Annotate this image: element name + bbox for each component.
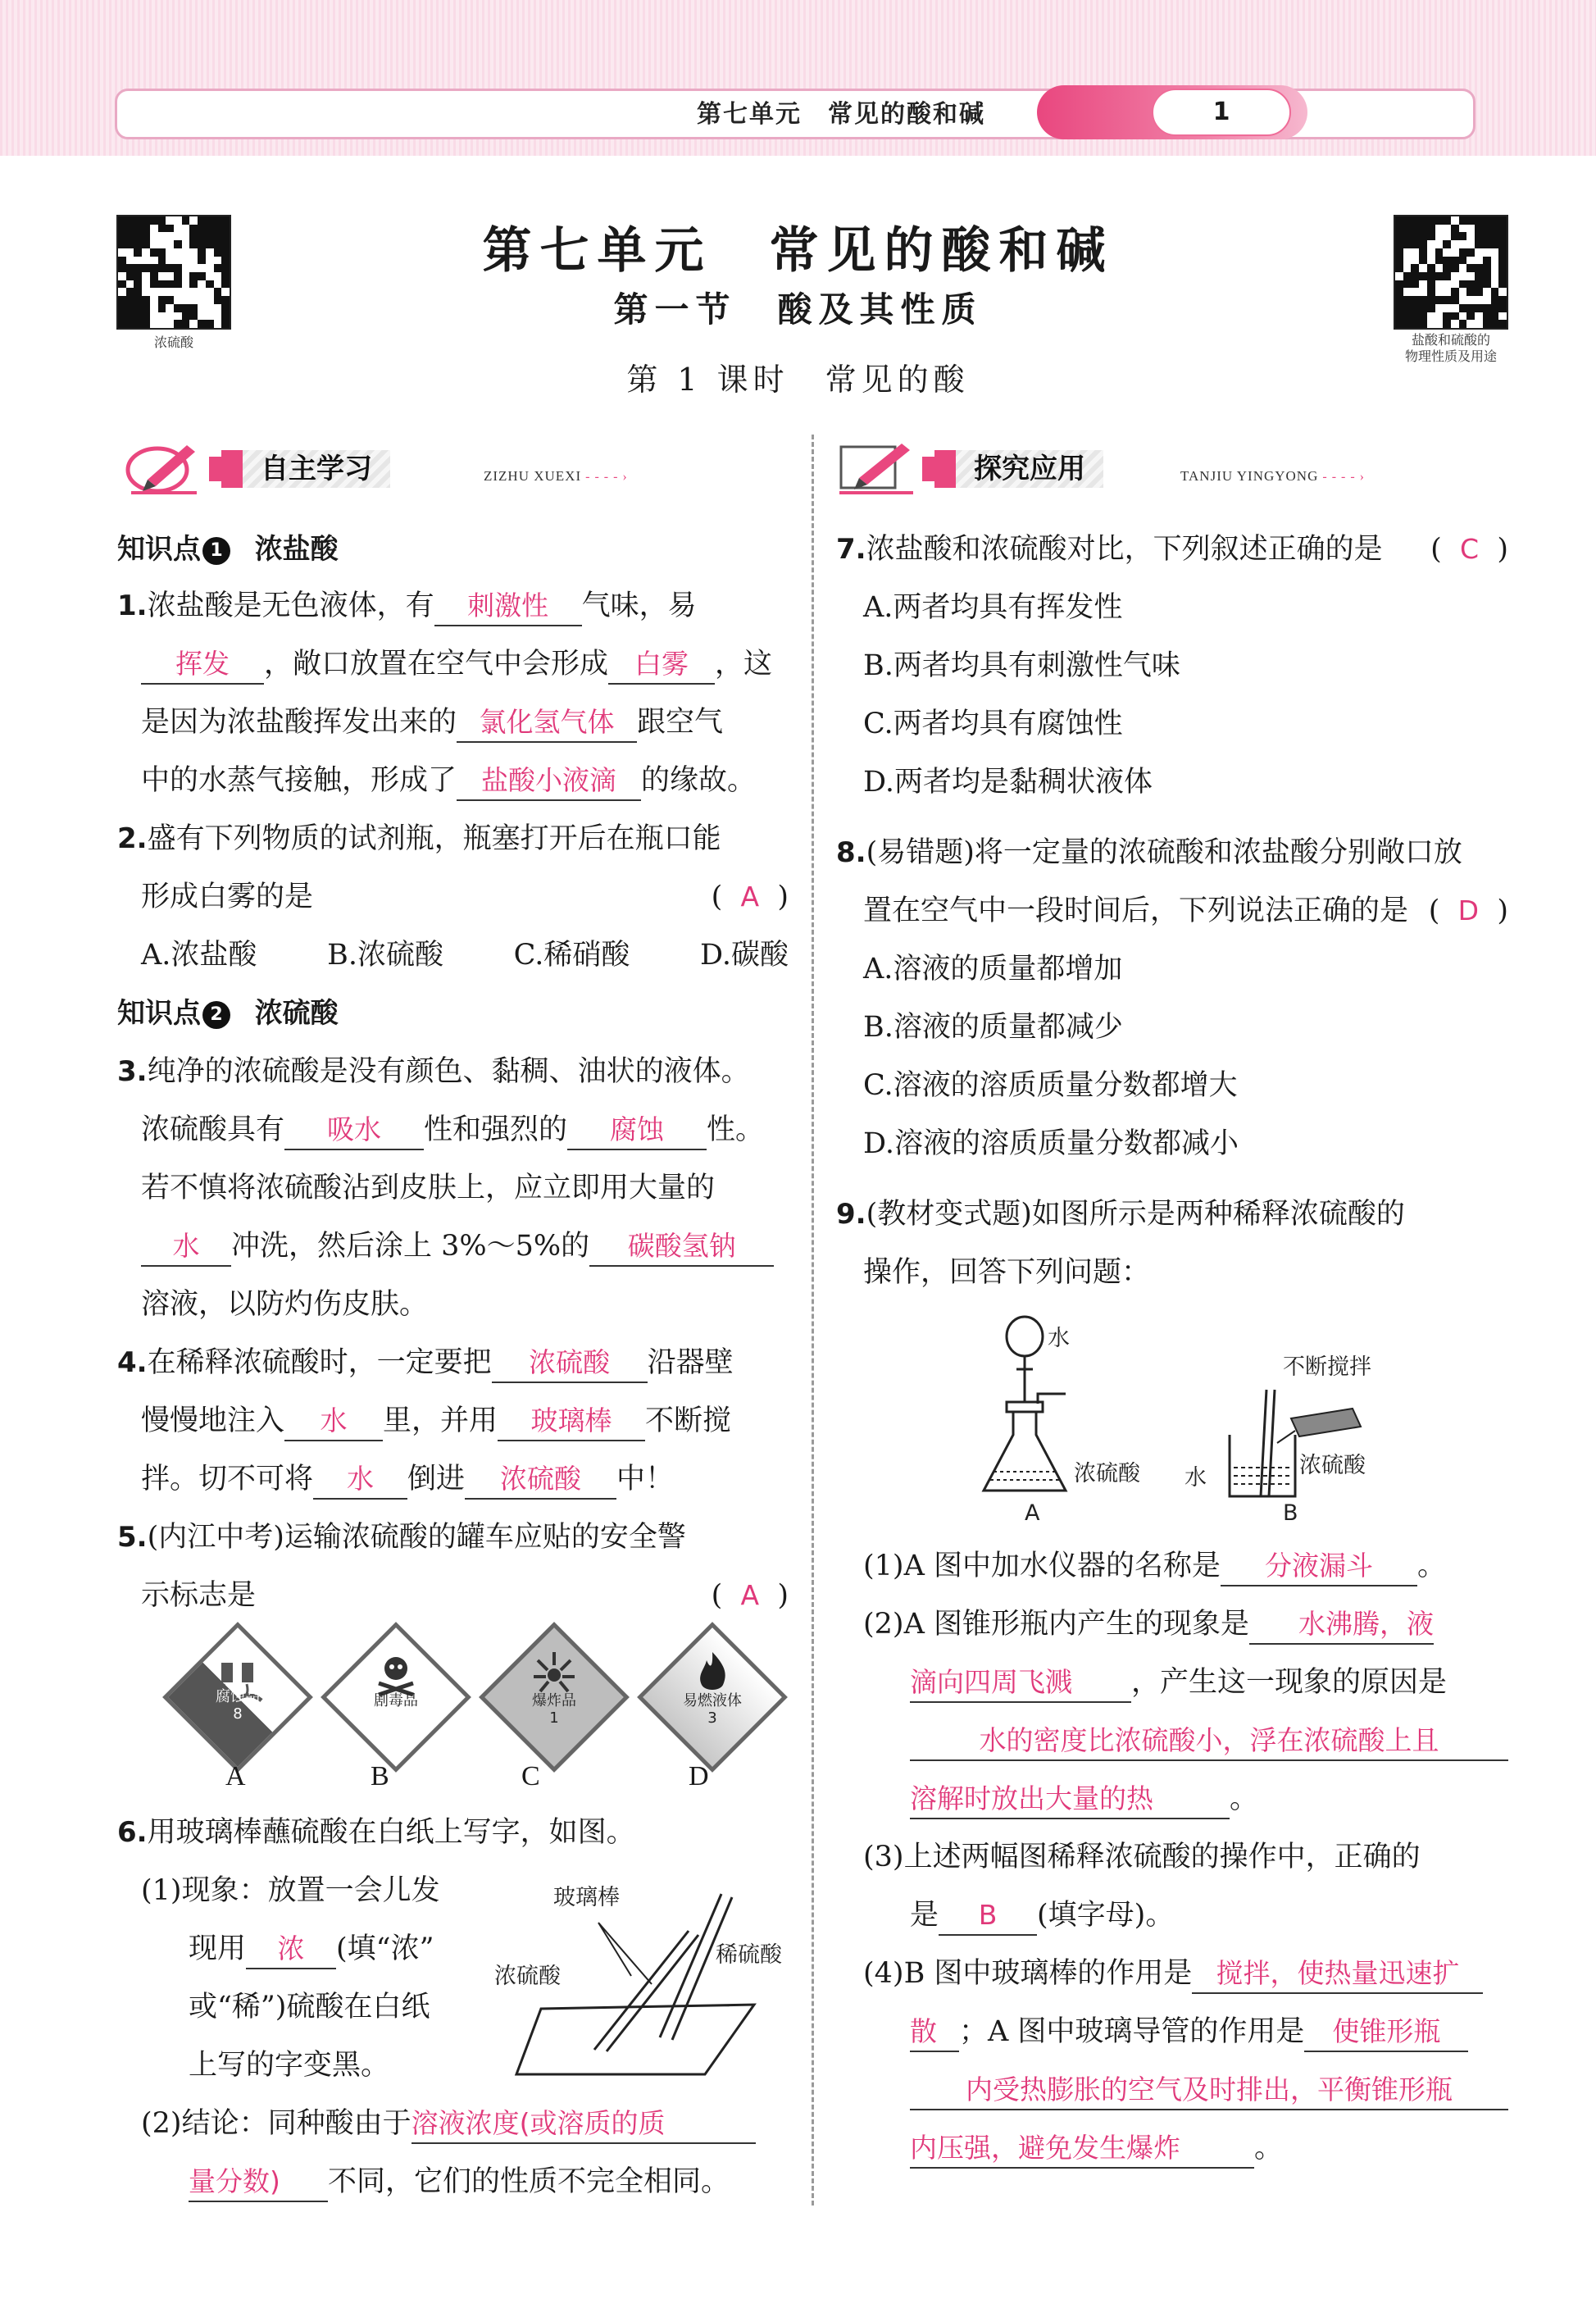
choice-answer: A [740, 1579, 760, 1611]
question-text: (4)B 图中玻璃棒的作用是 [863, 1957, 1193, 1990]
question-text: 性。 [707, 1113, 765, 1146]
answer-blank: 水 [141, 1227, 231, 1267]
question-text: 跟空气 [637, 706, 724, 739]
answer-blank: 浓 [246, 1930, 336, 1969]
answer-blank: B [939, 1896, 1037, 1936]
q4-line1 [117, 1342, 734, 1383]
q3-line3 [141, 1168, 715, 1209]
figure-label-water-b: 水 [1184, 1465, 1207, 1491]
question-number: 8. [836, 836, 866, 869]
question-text: 中的水蒸气接触，形成了 [141, 764, 457, 797]
question-number: 2. [117, 822, 148, 855]
question-text: (1)A 图中加水仪器的名称是 [863, 1550, 1221, 1582]
question-text: ，敞口放置在空气中会形成 [264, 648, 609, 681]
q9-line2: 操作，回答下列问题： [863, 1256, 1151, 1289]
answer-blank: 氯化氢气体 [457, 703, 637, 743]
banner-pinyin: TANJIU YINGYONG - - - - › [1180, 468, 1365, 485]
kp-prefix: 知识点 [117, 533, 201, 566]
question-text: ，产生这一现象的原因是 [1131, 1666, 1448, 1699]
q3-line5 [141, 1284, 428, 1325]
question-text: 倒进 [407, 1463, 466, 1495]
question-text: ；A 图中玻璃导管的作用是 [959, 2015, 1305, 2048]
option: C.溶液的溶质质量分数都增大 [863, 1069, 1238, 1102]
banner-label: 探究应用 [934, 450, 1103, 488]
question-text: 里，并用 [383, 1404, 498, 1437]
question-text: 。 [1416, 1550, 1446, 1582]
question-text: ，这 [715, 648, 773, 681]
q9-s4-line1 [863, 1953, 1483, 1994]
option: D.碳酸 [700, 939, 789, 972]
answer-blank: 散 [910, 2013, 959, 2052]
question-text: (填“浓” [336, 1932, 434, 1965]
sign-label: 爆炸品 [532, 1692, 576, 1709]
sign-number: 8 [233, 1705, 243, 1723]
question-text: 不同，它们的性质不完全相同。 [328, 2165, 730, 2198]
figure-label-water: 水 [1048, 1326, 1070, 1351]
answer-blank: 白雾 [608, 645, 715, 685]
question-text: 若不慎将浓硫酸沾到皮肤上，应立即用大量的 [141, 1172, 716, 1204]
kp-title: 浓盐酸 [254, 533, 339, 566]
answer-blank: 水 [284, 1402, 383, 1441]
answer-blank: 浓硫酸 [492, 1344, 648, 1383]
answer-paren: ( A ) [711, 1579, 789, 1612]
q6-p2-line2 [189, 2161, 730, 2202]
q9-s1 [863, 1545, 1446, 1586]
figure-label-conc-a: 浓硫酸 [1074, 1461, 1140, 1486]
q1-line1 [117, 585, 697, 626]
q9-s3-line2 [910, 1895, 1174, 1936]
question-text: 浓盐酸是无色液体，有 [147, 589, 434, 622]
question-text: 。 [1230, 1782, 1259, 1815]
q9-s3-line1: (3)上述两幅图稀释浓硫酸的操作中，正确的 [863, 1841, 1421, 1873]
question-number: 6. [117, 1816, 148, 1849]
question-text: 置在空气中一段时间后，下列说法正确的是 [863, 894, 1409, 927]
choice-answer: D [1457, 894, 1480, 926]
kp-badge: 1 [202, 537, 230, 565]
question-text: 浓盐酸和浓硫酸对比，下列叙述正确的是 [866, 533, 1383, 566]
question-text: 是因为浓盐酸挥发出来的 [141, 706, 457, 739]
question-text: 在稀释浓硫酸时，一定要把 [147, 1346, 492, 1379]
lesson-title: 第 1 课时 常见的酸 [626, 362, 970, 398]
q5-line1 [117, 1517, 686, 1558]
answer-blank: 内压强，避免发生爆炸 [910, 2129, 1254, 2169]
knowledge-point-2 [117, 993, 339, 1034]
option: B.两者均具有刺激性气味 [863, 649, 1180, 682]
question-text: 拌。切不可将 [141, 1463, 314, 1495]
sign-number: 1 [549, 1709, 559, 1727]
option: D.溶液的溶质质量分数都减小 [863, 1127, 1239, 1160]
question-number: 4. [117, 1346, 148, 1379]
q8-line1 [836, 832, 1462, 873]
sign-option-letter: C [521, 1761, 540, 1791]
question-text: 。 [1254, 2132, 1284, 2165]
question-text: 示标志是 [141, 1579, 257, 1612]
option: A.两者均具有挥发性 [863, 591, 1123, 624]
option: C.两者均具有腐蚀性 [863, 708, 1123, 740]
q4-line2 [141, 1400, 731, 1441]
pen-icon [123, 439, 205, 496]
question-text: 中！ [616, 1463, 675, 1495]
q6-p1-line1: (1)现象：放置一会儿发 [141, 1874, 440, 1907]
question-text: (易错题)将一定量的浓硫酸和浓盐酸分别敞口放 [866, 836, 1462, 869]
question-number: 7. [836, 533, 866, 566]
answer-blank: 水的密度比浓硫酸小，浮在浓硫酸上且 [910, 1722, 1508, 1761]
answer-blank: 溶解时放出大量的热 [910, 1780, 1230, 1819]
q5-line2 [141, 1575, 789, 1616]
answer-blank: 溶液浓度(或溶质的质 [412, 2105, 756, 2144]
answer-blank: 刺激性 [434, 587, 582, 626]
pen-icon [836, 439, 918, 496]
sign-option-letter: B [371, 1761, 389, 1791]
section-title: 第一节 酸及其性质 [613, 289, 983, 330]
q9-line1 [836, 1194, 1405, 1235]
q9-s2-line3 [910, 1720, 1508, 1761]
banner-explore-apply [836, 439, 1394, 496]
q2-options [141, 935, 789, 976]
q6-p1-line2 [189, 1928, 434, 1969]
qr-caption-left: 浓硫酸 [153, 335, 193, 350]
q9-s2-line2 [910, 1662, 1447, 1703]
question-text: 溶液，以防灼伤皮肤。 [141, 1288, 429, 1321]
q8-line2 [863, 890, 1508, 931]
q6-p1-line4: 上写的字变黑。 [189, 2049, 390, 2082]
figure-label-b: B [1283, 1500, 1298, 1526]
answer-blank: 内受热膨胀的空气及时排出，平衡锥形瓶 [910, 2071, 1508, 2110]
figure-label-conc: 浓硫酸 [494, 1964, 561, 1989]
question-text: 性和强烈的 [424, 1113, 568, 1146]
option: B.浓硫酸 [327, 939, 443, 972]
q6-p2-line1 [141, 2103, 756, 2144]
option: A.浓盐酸 [141, 939, 257, 972]
answer-blank: 吸水 [284, 1111, 424, 1150]
banner-pinyin: ZIZHU XUEXI - - - - › [484, 468, 628, 485]
answer-blank: 玻璃棒 [498, 1402, 645, 1441]
qr-caption-right-line2: 物理性质及用途 [1404, 348, 1497, 364]
question-text: 浓硫酸具有 [141, 1113, 285, 1146]
figure-label-rod: 玻璃棒 [553, 1885, 620, 1910]
answer-blank: 分液漏斗 [1221, 1547, 1417, 1586]
answer-blank: 搅拌，使热量迅速扩 [1192, 1955, 1483, 1994]
sign-option-letter: D [689, 1761, 709, 1791]
sign-label: 剧毒品 [374, 1692, 418, 1709]
answer-blank: 量分数) [189, 2163, 328, 2202]
q9-s4-line4 [910, 2128, 1283, 2169]
column-divider [812, 435, 814, 2205]
answer-paren: ( C ) [1430, 533, 1508, 566]
q9-s4-line2 [910, 2011, 1468, 2052]
question-text: (2)结论：同种酸由于 [141, 2107, 412, 2140]
q9-s4-line3 [910, 2069, 1508, 2110]
question-text: (填字母)。 [1037, 1899, 1175, 1932]
choice-answer: C [1460, 533, 1480, 565]
q2-line1 [117, 818, 721, 859]
question-text: 沿器壁 [647, 1346, 734, 1379]
qr-caption-right-line1: 盐酸和硫酸的 [1411, 332, 1490, 348]
question-text: 气味，易 [581, 589, 697, 622]
q9-s2-line1 [863, 1604, 1434, 1645]
question-text: 冲洗，然后涂上 3%～5%的 [231, 1230, 590, 1263]
answer-blank: 盐酸小液滴 [457, 762, 641, 801]
figure-label-stir: 不断搅拌 [1283, 1354, 1371, 1380]
figure-label-conc-b: 浓硫酸 [1299, 1453, 1366, 1478]
answer-blank: 水沸腾，液 [1249, 1605, 1434, 1645]
answer-blank: 腐蚀 [567, 1111, 707, 1150]
answer-paren: ( A ) [711, 881, 789, 913]
sign-number: 3 [707, 1709, 717, 1727]
answer-blank: 浓硫酸 [465, 1460, 616, 1500]
option: A.溶液的质量都增加 [863, 953, 1123, 986]
question-text: 纯净的浓硫酸是没有颜色、黏稠、油状的液体。 [147, 1055, 750, 1088]
question-text: (教材变式题)如图所示是两种稀释浓硫酸的 [866, 1198, 1405, 1231]
answer-blank: 挥发 [141, 645, 264, 685]
answer-blank: 滴向四周飞溅 [910, 1664, 1131, 1703]
knowledge-point-1 [117, 529, 339, 570]
q4-line3 [141, 1459, 674, 1500]
question-number: 1. [117, 589, 148, 622]
sign-label-text: 腐蚀品 [216, 1688, 260, 1705]
q7-stem [836, 529, 1508, 570]
question-number: 5. [117, 1521, 148, 1554]
q3-line1 [117, 1051, 750, 1092]
question-text: 的缘故。 [641, 764, 757, 797]
kp-badge: 2 [202, 1001, 230, 1029]
question-number: 3. [117, 1055, 148, 1088]
answer-blank: 使锥形瓶 [1304, 2013, 1468, 2052]
question-text: (2)A 图锥形瓶内产生的现象是 [863, 1608, 1249, 1641]
q3-line2 [141, 1109, 764, 1150]
question-number: 9. [836, 1198, 866, 1231]
figure-label-dilute: 稀硫酸 [716, 1942, 782, 1968]
question-text: 现用 [189, 1932, 247, 1965]
q3-line4 [141, 1226, 774, 1267]
sign-label [172, 1685, 303, 1706]
q1-line3 [141, 702, 723, 743]
question-text: 用玻璃棒蘸硫酸在白纸上写字，如图。 [147, 1816, 635, 1849]
question-text: 形成白雾的是 [141, 881, 314, 913]
unit-title: 第七单元 常见的酸和碱 [482, 222, 1114, 280]
question-text: 不断搅 [645, 1404, 732, 1437]
sign-option-letter: A [225, 1761, 246, 1791]
question-text: (内江中考)运输浓硫酸的罐车应贴的安全警 [147, 1521, 686, 1554]
option: D.两者均是黏稠状液体 [863, 766, 1153, 799]
q9-s2-line4 [910, 1778, 1258, 1819]
q6-p1-line3: 或“稀”)硫酸在白纸 [189, 1991, 430, 2023]
answer-blank: 水 [313, 1460, 407, 1500]
page-number: 1 [1152, 89, 1291, 136]
figure-label-a: A [1025, 1500, 1040, 1526]
sign-label: 易燃液体 [683, 1692, 742, 1709]
banner-self-study [123, 439, 664, 496]
kp-title: 浓硫酸 [254, 997, 339, 1030]
question-text: 盛有下列物质的试剂瓶，瓶塞打开后在瓶口能 [147, 822, 721, 855]
banner-label: 自主学习 [221, 450, 390, 488]
kp-prefix: 知识点 [117, 997, 201, 1030]
answer-blank: 碳酸氢钠 [589, 1227, 774, 1267]
question-text: 慢慢地注入 [141, 1404, 285, 1437]
q1-line2 [141, 644, 772, 685]
q1-line4 [141, 760, 756, 801]
q2-line2 [141, 876, 789, 917]
question-text: 是 [910, 1899, 939, 1932]
answer-paren: ( D ) [1428, 894, 1508, 927]
choice-answer: A [740, 881, 760, 913]
option: C.稀硝酸 [513, 939, 630, 972]
q6-line1 [117, 1812, 635, 1853]
option: B.溶液的质量都减少 [863, 1011, 1123, 1044]
running-title: 第七单元 常见的酸和碱 [697, 100, 985, 129]
